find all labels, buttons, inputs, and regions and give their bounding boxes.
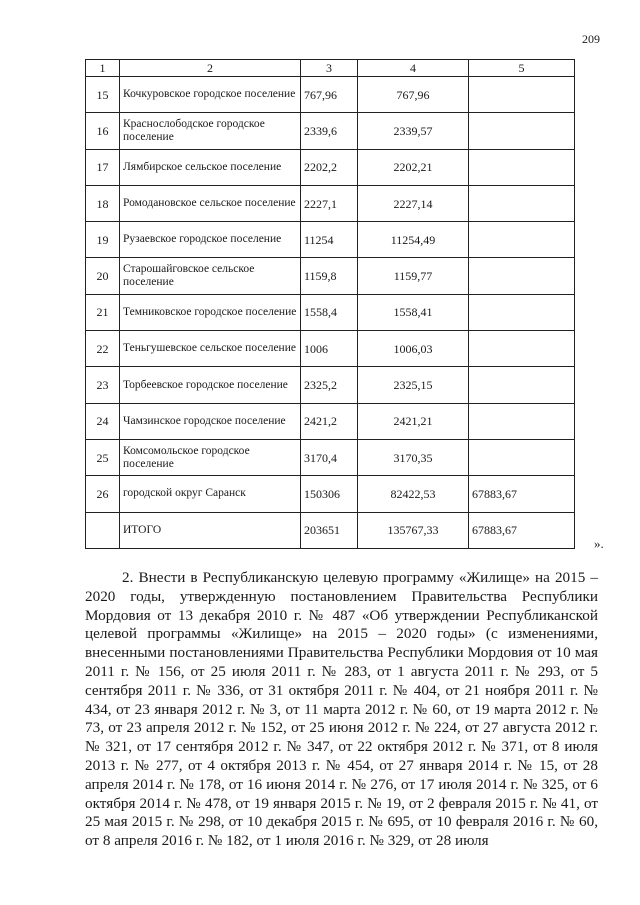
row-number: 18: [86, 185, 120, 221]
planned-amount: 1006: [301, 331, 358, 367]
row-number: 15: [86, 77, 120, 113]
column-header: 5: [469, 60, 575, 77]
allocated-amount: 1558,41: [358, 294, 469, 330]
column-header: 4: [358, 60, 469, 77]
planned-amount: 767,96: [301, 77, 358, 113]
remaining-amount: [469, 294, 575, 330]
municipality-name: Старошайговское сельское поселение: [120, 258, 301, 294]
allocated-amount: 2339,57: [358, 113, 469, 149]
allocated-amount: 2421,21: [358, 403, 469, 439]
allocated-amount: 82422,53: [358, 476, 469, 512]
allocated-amount: 1006,03: [358, 331, 469, 367]
planned-amount: 11254: [301, 222, 358, 258]
municipality-name: Теньгушевское сельское поселение: [120, 331, 301, 367]
row-number: 19: [86, 222, 120, 258]
allocated-amount: 2325,15: [358, 367, 469, 403]
planned-amount: 1558,4: [301, 294, 358, 330]
planned-amount: 150306: [301, 476, 358, 512]
row-number: 17: [86, 149, 120, 185]
table-row: [86, 185, 575, 221]
table-row: [86, 403, 575, 439]
total-label: ИТОГО: [120, 512, 301, 548]
remaining-amount: [469, 403, 575, 439]
table-row: [86, 367, 575, 403]
municipality-name: Ромодановское сельское поселение: [120, 185, 301, 221]
row-number: 23: [86, 367, 120, 403]
remaining-amount: [469, 185, 575, 221]
table-row: [86, 331, 575, 367]
municipality-name: Краснослободское городское поселение: [120, 113, 301, 149]
amendment-paragraph: [85, 569, 598, 851]
table-row: [86, 258, 575, 294]
planned-amount: 3170,4: [301, 439, 358, 475]
column-header: 3: [301, 60, 358, 77]
row-number: 25: [86, 439, 120, 475]
remaining-amount: [469, 367, 575, 403]
table-header-row: [86, 60, 575, 77]
municipality-name: Рузаевское городское поселение: [120, 222, 301, 258]
municipality-name: Кочкуровское городское поселение: [120, 77, 301, 113]
municipality-name: городской округ Саранск: [120, 476, 301, 512]
total-allocated-amount: 135767,33: [358, 512, 469, 548]
table-row: [86, 222, 575, 258]
planned-amount: 2421,2: [301, 403, 358, 439]
total-planned-amount: 203651: [301, 512, 358, 548]
table-closing-quote: ».: [594, 536, 604, 551]
municipality-name: Лямбирское сельское поселение: [120, 149, 301, 185]
column-header: 1: [86, 60, 120, 77]
planned-amount: 2339,6: [301, 113, 358, 149]
column-header: 2: [120, 60, 301, 77]
planned-amount: 1159,8: [301, 258, 358, 294]
row-number: 24: [86, 403, 120, 439]
table-row: [86, 77, 575, 113]
row-number: 22: [86, 331, 120, 367]
allocated-amount: 1159,77: [358, 258, 469, 294]
municipality-name: Комсомольское городское поселение: [120, 439, 301, 475]
table-row: [86, 149, 575, 185]
remaining-amount: 67883,67: [469, 476, 575, 512]
municipality-name: Чамзинское городское поселение: [120, 403, 301, 439]
table-row: [86, 113, 575, 149]
allocated-amount: 767,96: [358, 77, 469, 113]
table-row: [86, 476, 575, 512]
planned-amount: 2202,2: [301, 149, 358, 185]
row-number: 16: [86, 113, 120, 149]
municipality-name: Темниковское городское поселение: [120, 294, 301, 330]
allocated-amount: 3170,35: [358, 439, 469, 475]
remaining-amount: [469, 439, 575, 475]
page-number: 209: [582, 32, 600, 46]
allocated-amount: 2202,21: [358, 149, 469, 185]
allocated-amount: 2227,14: [358, 185, 469, 221]
remaining-amount: [469, 258, 575, 294]
row-number: 26: [86, 476, 120, 512]
table-row: [86, 294, 575, 330]
planned-amount: 2325,2: [301, 367, 358, 403]
total-remaining-amount: 67883,67: [469, 512, 575, 548]
table-total-row: [86, 512, 575, 548]
row-number: [86, 512, 120, 548]
allocated-amount: 11254,49: [358, 222, 469, 258]
planned-amount: 2227,1: [301, 185, 358, 221]
remaining-amount: [469, 77, 575, 113]
remaining-amount: [469, 149, 575, 185]
municipality-name: Торбеевское городское поселение: [120, 367, 301, 403]
remaining-amount: [469, 331, 575, 367]
row-number: 20: [86, 258, 120, 294]
remaining-amount: [469, 113, 575, 149]
paragraph-text: 2. Внести в Республиканскую целевую программу «Жилище» на 2015 – 2020 годы, утвержденную постановлением Правительства Республики Мордовия от 13 декабря 2010 г. № 487 «Об утверждении Республиканской целевой программы «Жилище» на 2015 – 2020 годы» (с изменениями, внесенными постановлениями Правительства Республики Мордовия от 10 мая 2011 г. № 156, от 25 июля 2011 г. № 283, от 1 августа 2011 г. № 293, от 5 сентября 2011 г. № 336, от 31 октября 2011 г. № 404, от 21 ноября 2011 г. № 434, от 23 января 2012 г. № 3, от 11 марта 2012 г. № 60, от 19 марта 2012 г. № 73, от 23 апреля 2012 г. № 152, от 25 июня 2012 г. № 224, от 27 августа 2012 г. № 321, от 17 сентября 2012 г. № 347, от 22 октября 2012 г. № 371, от 8 июля 2013 г. № 277, от 4 октября 2013 г. № 454, от 27 января 2014 г. № 15, от 28 апреля 2014 г. № 178, от 16 июня 2014 г. № 276, от 17 июля 2014 г. № 325, от 6 октября 2014 г. № 478, от 19 января 2015 г. № 19, от 2 февраля 2015 г. № 41, от 25 мая 2015 г. № 298, от 10 декабря 2015 г. № 695, от 10 февраля 2016 г. № 60, от 8 апреля 2016 г. № 182, от 1 июля 2016 г. № 329, от 28 июля: [85, 569, 598, 850]
table-row: [86, 439, 575, 475]
row-number: 21: [86, 294, 120, 330]
allocation-table: [85, 59, 575, 549]
remaining-amount: [469, 222, 575, 258]
